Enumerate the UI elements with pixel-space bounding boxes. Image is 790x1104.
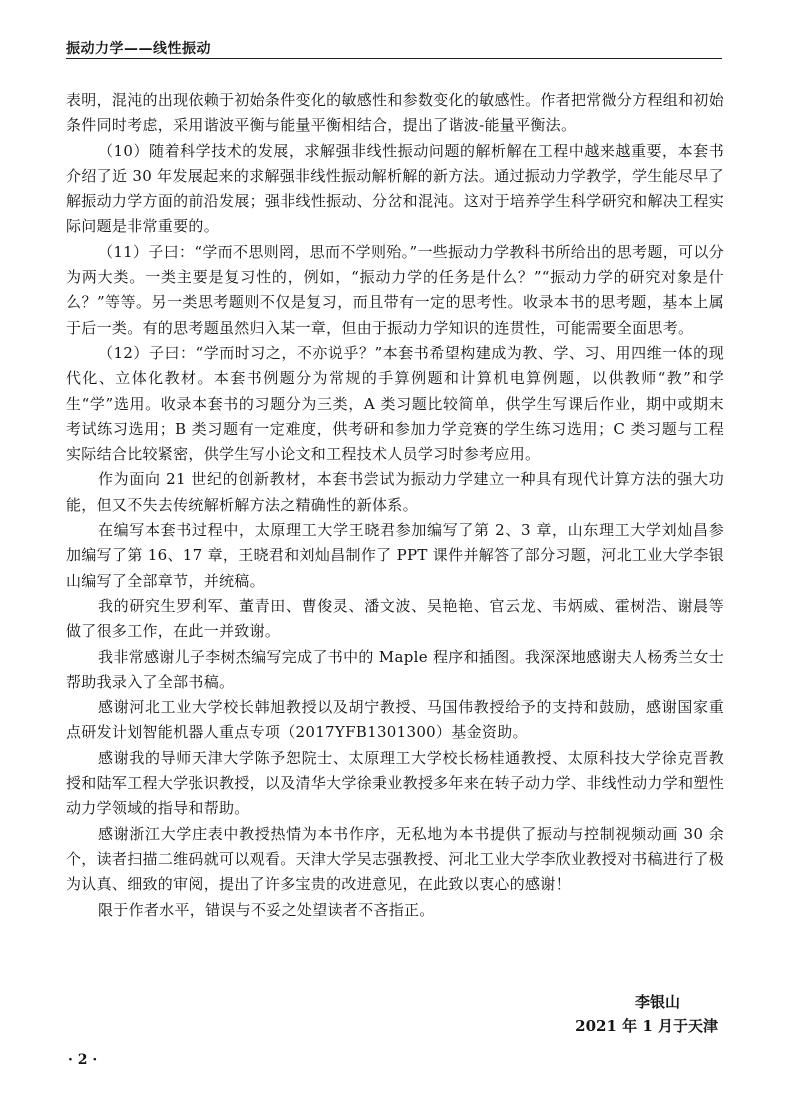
paragraph-family-thanks: 我非常感谢儿子李树杰编写完成了书中的 Maple 程序和插图。我深深地感谢夫人杨秀兰女士帮助我录入了全部书稿。: [66, 647, 724, 691]
body-text: [66, 88, 724, 923]
paragraph-continuation: 表明，混沌的出现依赖于初始条件变化的敏感性和参数变化的敏感性。作者把常微分方程组和初始条件同时考虑，采用谐波平衡与能量平衡相结合，提出了谐波-能量平衡法。: [66, 91, 724, 135]
paragraph-item-10: （10）随着科学技术的发展，求解强非线性振动问题的解析解在工程中越来越重要，本套书介绍了近 30 年发展起来的求解强非线性振动解析解的新方法。通过振动力学教学，学生能尽早了解振动力学方面的前沿发展；强非线性振动、分岔和混沌。这对于培养学生科学研究和解决工程实际问题是非常重要的。: [66, 141, 724, 236]
paragraph-authorship: 在编写本套书过程中，太原理工大学王晓君参加编写了第 2、3 章，山东理工大学刘灿昌参加编写了第 16、17 章，王晓君和刘灿昌制作了 PPT 课件并解答了部分习题，河北工业大学李银山编写了全部章节，并统稿。: [66, 521, 724, 590]
signature-date: 2021 年 1 月于天津: [575, 1017, 718, 1035]
paragraph-students-thanks: 我的研究生罗利军、董青田、曹俊灵、潘文波、吴艳艳、官云龙、韦炳威、霍树浩、谢晨等做了很多工作，在此一并致谢。: [66, 596, 724, 641]
author-name: 李银山: [634, 993, 680, 1011]
running-header: [66, 36, 722, 59]
paragraph-innovation: 作为面向 21 世纪的创新教材，本套书尝试为振动力学建立一种具有现代计算方法的强大功能，但又不失去传统解析解方法之精确性的新体系。: [66, 470, 724, 514]
paragraph-closing: 限于作者水平，错误与不妥之处望读者不吝指正。: [98, 900, 435, 919]
signature-block: [575, 990, 718, 1038]
paragraph-funding-thanks: 感谢河北工业大学校长韩旭教授以及胡宁教授、马国伟教授给予的支持和鼓励，感谢国家重点研发计划智能机器人重点专项（2017YFB1301300）基金资助。: [66, 698, 724, 742]
paragraph-item-11: （11）子曰：“学而不思则罔，思而不学则殆。”一些振动力学教科书所给出的思考题，可以分为两大类。一类主要是复习性的，例如，“振动力学的任务是什么？”“振动力学的研究对象是什么？”等等。另一类思考题则不仅是复习，而且带有一定的思考性。收录本书的思考题，基本上属于后一类。有的思考题虽然归入某一章，但由于振动力学知识的连贯性，可能需要全面思考。: [66, 242, 724, 337]
page-number: · 2 ·: [68, 1052, 98, 1068]
paragraph-mentors-thanks: 感谢我的导师天津大学陈予恕院士、太原理工大学校长杨桂通教授、太原科技大学徐克晋教授和陆军工程大学张识教授，以及清华大学徐秉业教授多年来在转子动力学、非线性动力学和塑性动力学领域的指导和帮助。: [66, 748, 724, 818]
paragraph-item-12: （12）子曰：“学而时习之，不亦说乎？”本套书希望构建成为教、学、习、用四维一体的现代化、立体化教材。本套书例题分为常规的手算例题和计算机电算例题，以供教师“教”和学生“学”选用。收录本套书的习题分为三类，A 类习题比较简单，供学生写课后作业，期中或期末考试练习选用；B 类习题有一定难度，供考研和参加力学竞赛的学生练习选用；C 类习题与工程实际结合比较紧密，供学生写小论文和工程技术人员学习时参考应用。: [66, 343, 724, 464]
paragraph-reviewers-thanks: 感谢浙江大学庄表中教授热情为本书作序，无私地为本书提供了振动与控制视频动画 30 余个，读者扫描二维码就可以观看。天津大学吴志强教授、河北工业大学李欣业教授对书稿进行了极为认真、细致的审阅，提出了许多宝贵的改进意见，在此致以衷心的感谢！: [66, 824, 724, 894]
running-header-title: 振动力学——线性振动: [66, 41, 211, 57]
